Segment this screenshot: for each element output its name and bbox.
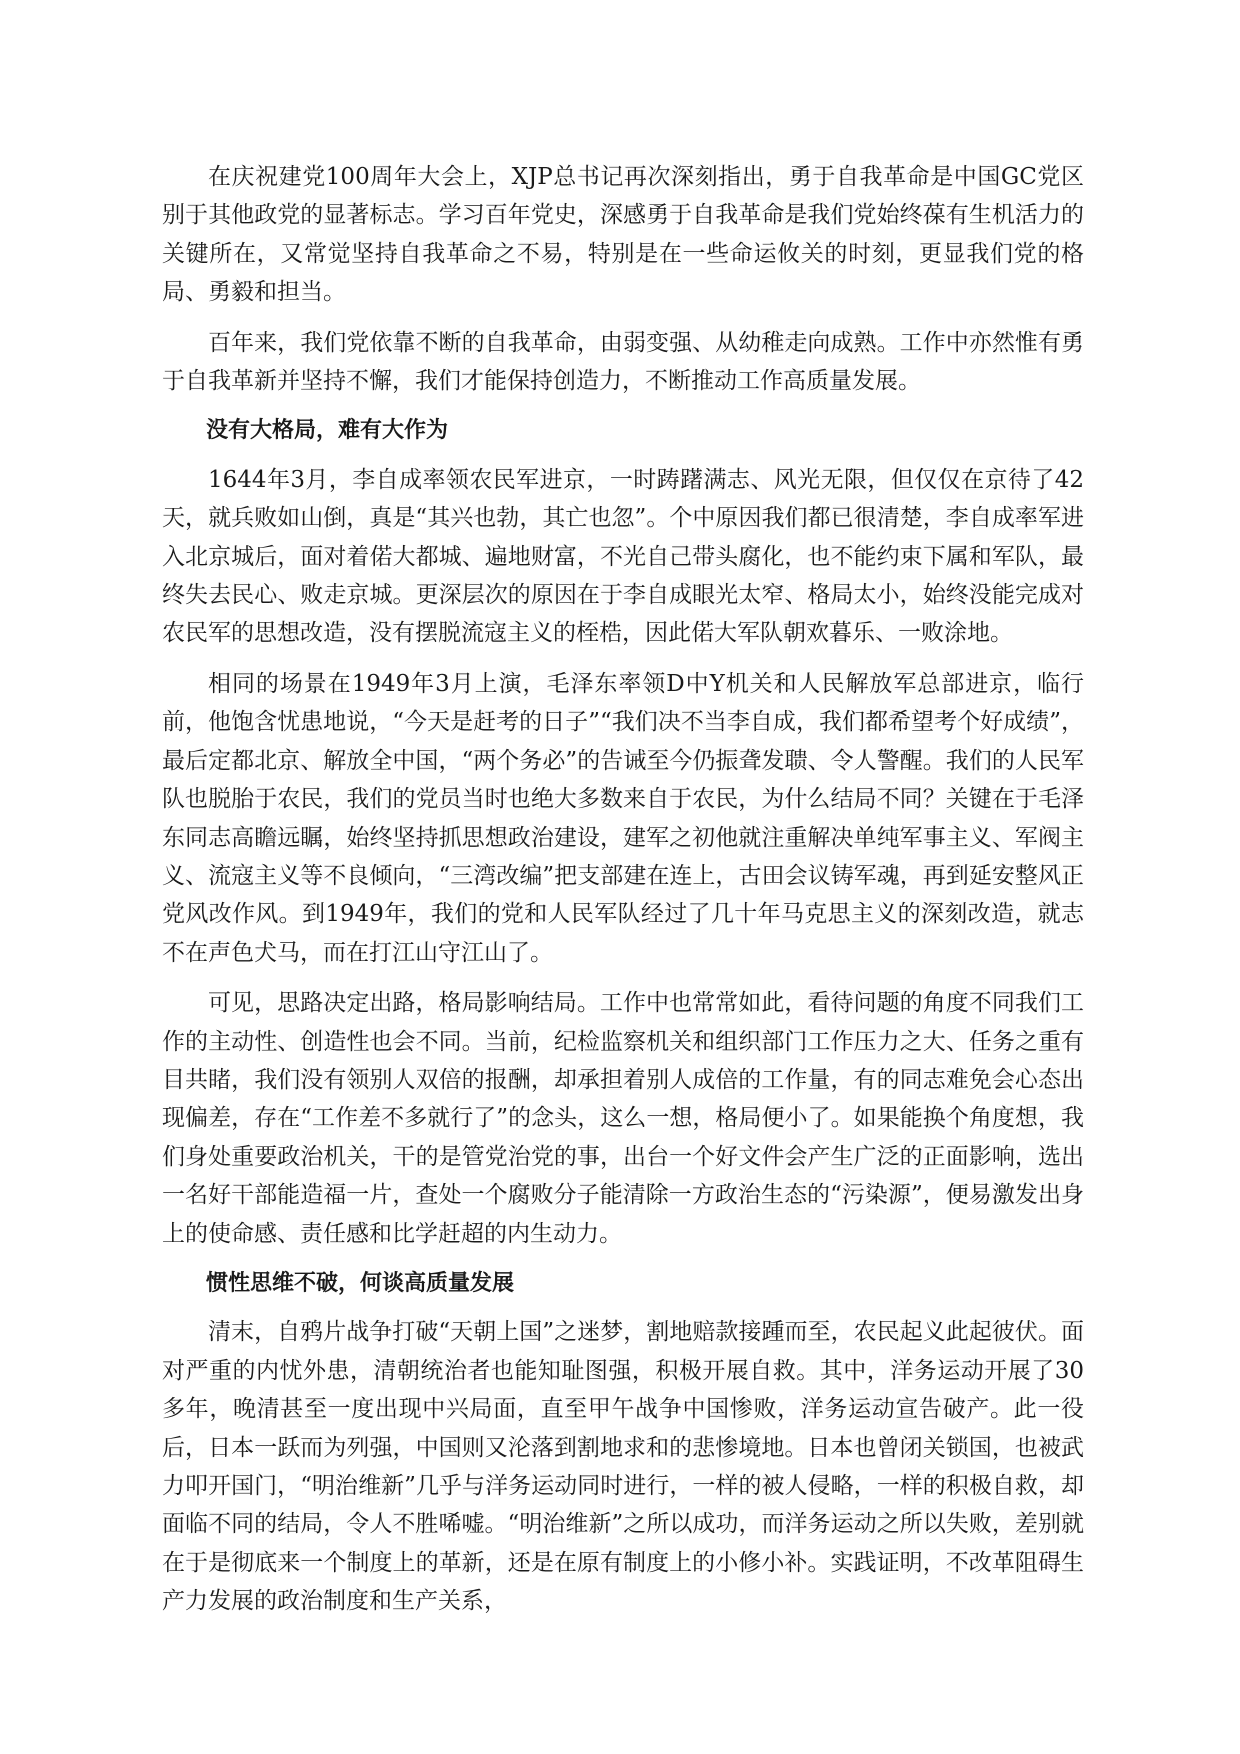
- paragraph-intro: 在庆祝建党100周年大会上，XJP总书记再次深刻指出，勇于自我革命是中国GC党区别于其他政党的显著标志。学习百年党史，深感勇于自我革命是我们党始终葆有生机活力的关键所在，又常觉坚持自我革命之不易，特别是在一些命运攸关的时刻，更显我们党的格局、勇毅和担当。: [162, 164, 1084, 306]
- section-heading-inertia: 惯性思维不破，何谈高质量发展: [206, 1270, 515, 1296]
- paragraph-century: 百年来，我们党依靠不断的自我革命，由弱变强、从幼稚走向成熟。工作中亦然惟有勇于自我革新并坚持不懈，我们才能保持创造力，不断推动工作高质量发展。: [162, 329, 1084, 395]
- document-body: [162, 158, 1084, 1633]
- paragraph-thinking: 可见，思路决定出路，格局影响结局。工作中也常常如此，看待问题的角度不同我们工作的主动性、创造性也会不同。当前，纪检监察机关和组织部门工作压力之大、任务之重有目共睹，我们没有领别人双倍的报酬，却承担着别人成倍的工作量，有的同志难免会心态出现偏差，存在“工作差不多就行了”的念头，这么一想，格局便小了。如果能换个角度想，我们身处重要政治机关，干的是管党治党的事，出台一个好文件会产生广泛的正面影响，选出一名好干部能造福一片，查处一个腐败分子能清除一方政治生态的“污染源”，便易激发出身上的使命感、责任感和比学赶超的内生动力。: [162, 990, 1084, 1247]
- section-heading-big-pattern: 没有大格局，难有大作为: [206, 418, 449, 444]
- paragraph-li-zicheng: 1644年3月，李自成率领农民军进京，一时踌躇满志、风光无限，但仅仅在京待了42天，就兵败如山倒，真是“其兴也勃，其亡也忽”。个中原因我们都已很清楚，李自成率军进入北京城后，面对着偌大都城、遍地财富，不光自己带头腐化，也不能约束下属和军队，最终失去民心、败走京城。更深层次的原因在于李自成眼光太窄、格局太小，始终没能完成对农民军的思想改造，没有摆脱流寇主义的桎梏，因此偌大军队朝欢暮乐、一败涂地。: [162, 466, 1084, 647]
- paragraph-1949: 相同的场景在1949年3月上演，毛泽东率领D中Y机关和人民解放军总部进京，临行前，他饱含忧患地说，“今天是赶考的日子”“我们决不当李自成，我们都希望考个好成绩”，最后定都北京、解放全中国，“两个务必”的告诫至今仍振聋发聩、令人警醒。我们的人民军队也脱胎于农民，我们的党员当时也绝大多数来自于农民，为什么结局不同？关键在于毛泽东同志高瞻远瞩，始终坚持抓思想政治建设，建军之初他就注重解决单纯军事主义、军阀主义、流寇主义等不良倾向，“三湾改编”把支部建在连上，古田会议铸军魂，再到延安整风正党风改作风。到1949年，我们的党和人民军队经过了几十年马克思主义的深刻改造，就志不在声色犬马，而在打江山守江山了。: [162, 670, 1084, 966]
- paragraph-late-qing: 清末，自鸦片战争打破“天朝上国”之迷梦，割地赔款接踵而至，农民起义此起彼伏。面对严重的内忧外患，清朝统治者也能知耻图强，积极开展自救。其中，洋务运动开展了30多年，晚清甚至一度出现中兴局面，直至甲午战争中国惨败，洋务运动宣告破产。此一役后，日本一跃而为列强，中国则又沦落到割地求和的悲惨境地。日本也曾闭关锁国，也被武力叩开国门，“明治维新”几乎与洋务运动同时进行，一样的被人侵略，一样的积极自救，却面临不同的结局，令人不胜唏嘘。“明治维新”之所以成功，而洋务运动之所以失败，差别就在于是彻底来一个制度上的革新，还是在原有制度上的小修小补。实践证明，不改革阻碍生产力发展的政治制度和生产关系，: [162, 1319, 1084, 1615]
